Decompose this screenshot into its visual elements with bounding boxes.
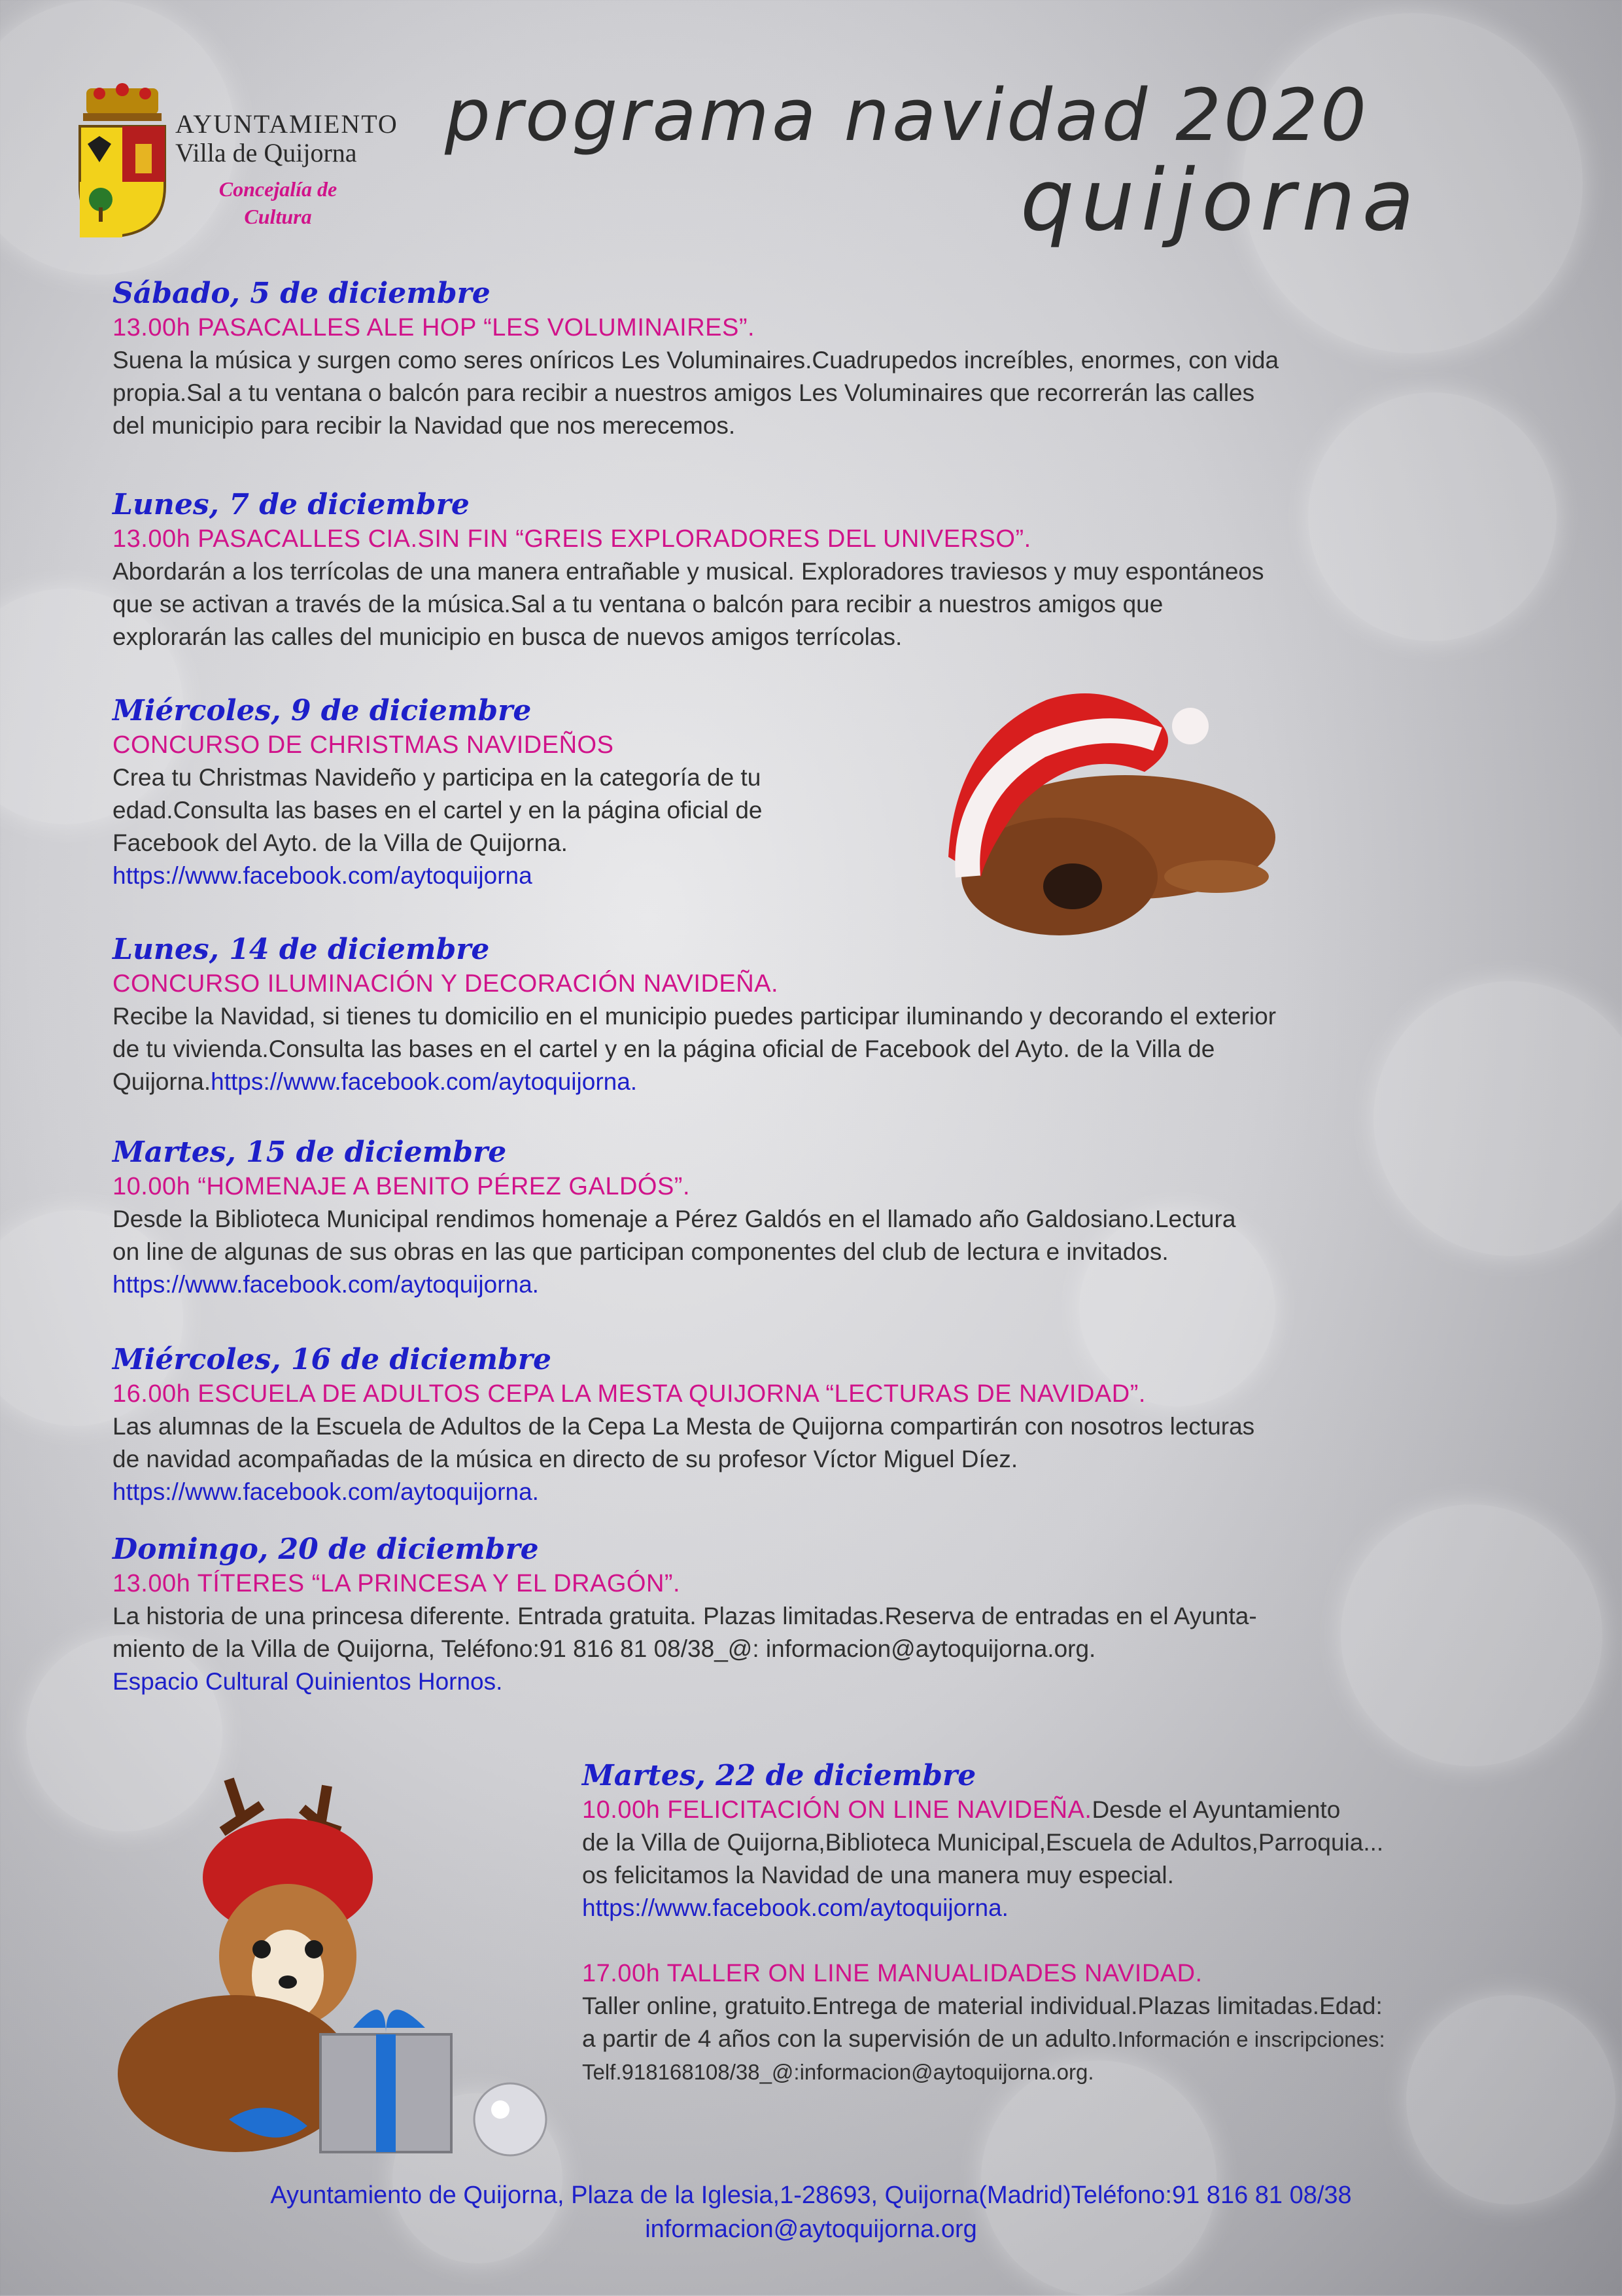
ayuntamiento-label: AYUNTAMIENTO (175, 109, 398, 139)
event-15-diciembre (112, 1135, 1235, 1301)
event-line: miento de la Villa de Quijorna, Teléfono:91 816 81 08/38_@: informacion@aytoquijorna.org. (112, 1635, 1096, 1662)
event-date: Lunes, 14 de diciembre (112, 933, 490, 966)
event-date: Martes, 15 de diciembre (112, 1136, 507, 1169)
event-line: propia.Sal a tu ventana o balcón para recibir a nuestros amigos Les Voluminaires que recorrerán las calles (112, 379, 1255, 406)
event-line-inline: Desde el Ayuntamiento (1092, 1796, 1341, 1823)
event-line-with-link (112, 1066, 1276, 1098)
event-headline: 16.00h ESCUELA DE ADULTOS CEPA LA MESTA QUIJORNA “LECTURAS DE NAVIDAD”. (112, 1380, 1146, 1408)
event-line-with-small (582, 2023, 1385, 2056)
event-headline: CONCURSO ILUMINACIÓN Y DECORACIÓN NAVIDEÑA. (112, 970, 779, 998)
event-line: on line de algunas de sus obras en las que participan componentes del club de lectura e invitados. (112, 1238, 1169, 1265)
event-date: Sábado, 5 de diciembre (112, 277, 491, 310)
event-line: Taller online, gratuito.Entrega de material individual.Plazas limitadas.Edad: (582, 1992, 1383, 2019)
event-line: Crea tu Christmas Navideño y participa en la categoría de tu (112, 764, 761, 791)
event-headline: 17.00h TALLER ON LINE MANUALIDADES NAVIDAD. (582, 1960, 1203, 1987)
event-line: que se activan a través de la música.Sal a tu ventana o balcón para recibir a nuestros amigos que (112, 591, 1164, 617)
poster-title: programa navidad 2020 (445, 73, 1370, 157)
event-headline: 10.00h FELICITACIÓN ON LINE NAVIDEÑA. (582, 1796, 1092, 1824)
event-date: Martes, 22 de diciembre (582, 1759, 976, 1792)
event-line: Suena la música y surgen como seres oníricos Les Voluminaires.Cuadrupedos increíbles, enormes, con vida (112, 347, 1279, 374)
event-line-prefix: Quijorna. (112, 1068, 211, 1095)
footer-address: Ayuntamiento de Quijorna, Plaza de la Iglesia,1-28693, Quijorna(Madrid)Teléfono:91 816 81 08/38 (270, 2182, 1352, 2209)
event-line: La historia de una princesa diferente. Entrada gratuita. Plazas limitadas.Reserva de entradas en el Ayunta- (112, 1603, 1257, 1629)
event-20-diciembre (112, 1532, 1257, 1698)
facebook-link[interactable]: https://www.facebook.com/aytoquijorna. (112, 1271, 539, 1298)
event-14-diciembre (112, 932, 1276, 1098)
chihuahua-gift-photo (78, 1766, 576, 2172)
event-line: de la Villa de Quijorna,Biblioteca Municipal,Escuela de Adultos,Parroquia... (582, 1829, 1384, 1856)
facebook-link[interactable]: https://www.facebook.com/aytoquijorna. (112, 1478, 539, 1505)
event-date: Miércoles, 9 de diciembre (112, 694, 532, 727)
event-line: Telf.918168108/38_@:informacion@aytoquijorna.org. (582, 2060, 1094, 2084)
event-headline: 10.00h “HOMENAJE A BENITO PÉREZ GALDÓS”. (112, 1173, 691, 1200)
municipality-name (175, 110, 398, 167)
event-line: edad.Consulta las bases en el cartel y en la página oficial de (112, 797, 763, 824)
event-headline: 13.00h PASACALLES CIA.SIN FIN “GREIS EXPLORADORES DEL UNIVERSO”. (112, 525, 1031, 553)
event-line: de navidad acompañadas de la música en directo de su profesor Víctor Miguel Díez. (112, 1446, 1018, 1472)
event-line-small: Información e inscripciones: (1117, 2027, 1385, 2051)
event-date: Lunes, 7 de diciembre (112, 488, 470, 521)
event-line: Abordarán a los terrícolas de una manera entrañable y musical. Exploradores traviesos y muy espontáneos (112, 558, 1264, 585)
event-date: Domingo, 20 de diciembre (112, 1533, 539, 1566)
event-line: de tu vivienda.Consulta las bases en el cartel y en la página oficial de Facebook del Ayto. de la Villa de (112, 1035, 1215, 1062)
event-date: Miércoles, 16 de diciembre (112, 1343, 551, 1376)
event-5-diciembre (112, 276, 1279, 442)
venue-label: Espacio Cultural Quinientos Hornos. (112, 1668, 503, 1695)
event-9-diciembre (112, 693, 762, 892)
event-headline: 13.00h TÍTERES “LA PRINCESA Y EL DRAGÓN”. (112, 1570, 681, 1597)
event-16-diciembre (112, 1342, 1254, 1508)
facebook-link[interactable]: https://www.facebook.com/aytoquijorna. (582, 1894, 1009, 1921)
footer-email[interactable]: informacion@aytoquijorna.org (645, 2216, 977, 2243)
event-headline: 13.00h PASACALLES ALE HOP “LES VOLUMINAIRES”. (112, 314, 755, 341)
event-line: Desde la Biblioteca Municipal rendimos homenaje a Pérez Galdós en el llamado año Galdosiano.Lectura (112, 1206, 1236, 1232)
event-line: Las alumnas de la Escuela de Adultos de la Cepa La Mesta de Quijorna compartirán con nosotros lecturas (112, 1413, 1255, 1440)
facebook-link[interactable]: https://www.facebook.com/aytoquijorna. (211, 1068, 638, 1095)
event-line-with-headline (582, 1794, 1385, 1826)
event-line: del municipio para recibir la Navidad que nos merecemos. (112, 412, 736, 439)
coat-of-arms-logo (73, 82, 171, 239)
event-line: os felicitamos la Navidad de una manera muy especial. (582, 1862, 1174, 1888)
event-22-diciembre (582, 1758, 1385, 2089)
event-line: Facebook del Ayto. de la Villa de Quijorna. (112, 829, 568, 856)
concejalia-label: Concejalía de Cultura (218, 177, 337, 228)
event-line: Recibe la Navidad, si tienes tu domicilio en el municipio puedes participar iluminando y decorando el exterior (112, 1003, 1277, 1030)
event-line-main: a partir de 4 años con la supervisión de un adulto. (582, 2025, 1118, 2052)
event-headline: CONCURSO DE CHRISTMAS NAVIDEÑOS (112, 731, 614, 759)
event-line: explorarán las calles del municipio en busca de nuevos amigos terrícolas. (112, 623, 903, 650)
poster-subtitle: quijorna (1020, 150, 1421, 250)
villa-label: Villa de Quijorna (175, 138, 357, 167)
facebook-link[interactable]: https://www.facebook.com/aytoquijorna (112, 862, 532, 889)
dog-santa-hat-photo (909, 661, 1275, 942)
event-7-diciembre (112, 487, 1264, 653)
